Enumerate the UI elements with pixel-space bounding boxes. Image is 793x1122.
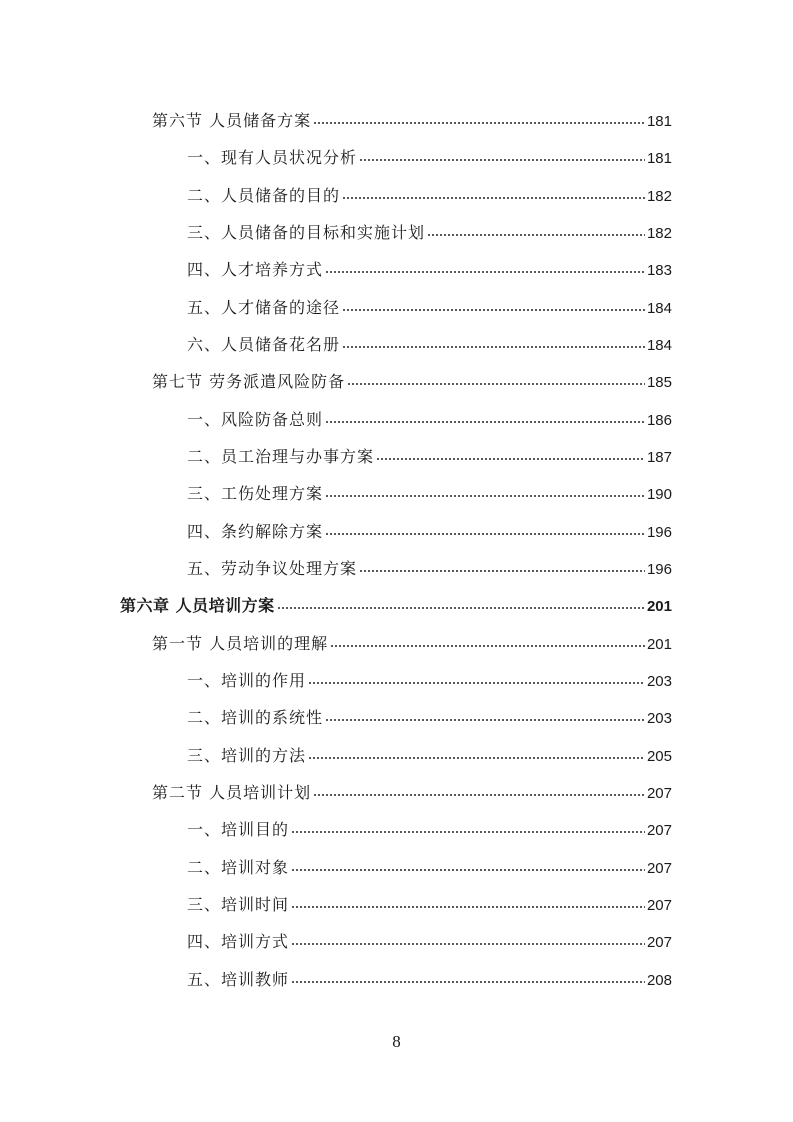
toc-entry-page: 182 [646,225,672,242]
dot-leader [342,332,645,350]
toc-entry-title: 一、培训的作用 [187,671,307,690]
toc-entry-page: 184 [646,337,672,354]
toc-subsection-entry[interactable] [187,817,672,841]
toc-entry-page: 186 [646,412,672,429]
dot-leader [291,892,645,910]
dot-leader [291,967,645,985]
toc-entry-page: 190 [646,486,672,503]
toc-entry-title: 第七节 劳务派遣风险防备 [152,372,346,391]
toc-entry-title: 第六节 人员储备方案 [152,111,312,130]
toc-entry-page: 182 [646,188,672,205]
dot-leader [313,108,645,126]
toc-entry-title: 二、培训对象 [187,858,290,877]
toc-entry-title: 四、人才培养方式 [187,260,324,279]
toc-entry-title: 五、劳动争议处理方案 [187,559,358,578]
toc-entry-title: 三、人员储备的目标和实施计划 [187,223,426,242]
toc-subsection-entry[interactable] [187,257,672,281]
toc-entry-page: 183 [646,262,672,279]
toc-subsection-entry[interactable] [187,705,672,729]
dot-leader [342,183,645,201]
dot-leader [359,145,645,163]
toc-entry-title: 六、人员储备花名册 [187,335,341,354]
dot-leader [376,444,645,462]
toc-subsection-entry[interactable] [187,556,672,580]
toc-entry-page: 181 [646,150,672,167]
toc-entry-page: 208 [646,972,672,989]
toc-entry-page: 201 [646,598,672,615]
toc-subsection-entry[interactable] [187,444,672,468]
toc-entry-page: 205 [646,748,672,765]
toc-entry-page: 187 [646,449,672,466]
dot-leader [325,705,645,723]
toc-entry-title: 二、人员储备的目的 [187,186,341,205]
toc-entry-title: 第六章 人员培训方案 [120,596,275,615]
toc-entry-page: 181 [646,113,672,130]
toc-entry-title: 一、现有人员状况分析 [187,148,358,167]
dot-leader [342,295,645,313]
toc-subsection-entry[interactable] [187,145,672,169]
dot-leader [308,668,645,686]
toc-subsection-entry[interactable] [187,332,672,356]
toc-entry-title: 五、培训教师 [187,970,290,989]
toc-section-entry[interactable] [152,369,672,393]
toc-subsection-entry[interactable] [187,519,672,543]
toc-entry-title: 第二节 人员培训计划 [152,783,312,802]
page-number: 8 [392,1032,401,1051]
toc-entry-title: 三、培训时间 [187,895,290,914]
toc-subsection-entry[interactable] [187,929,672,953]
dot-leader [325,257,645,275]
dot-leader [359,556,645,574]
toc-entry-page: 207 [646,860,672,877]
dot-leader [330,631,645,649]
toc-entry-page: 201 [646,636,672,653]
toc-entry-title: 一、培训目的 [187,820,290,839]
toc-subsection-entry[interactable] [187,855,672,879]
dot-leader [427,220,645,238]
toc-entry-page: 207 [646,934,672,951]
toc-entry-page: 184 [646,300,672,317]
toc-entry-page: 203 [646,673,672,690]
toc-entry-page: 185 [646,374,672,391]
dot-leader [277,593,645,611]
toc-entry-title: 二、员工治理与办事方案 [187,447,375,466]
dot-leader [347,369,645,387]
toc-entry-page: 196 [646,561,672,578]
toc-subsection-entry[interactable] [187,892,672,916]
dot-leader [325,407,645,425]
toc-entry-title: 一、风险防备总则 [187,410,324,429]
dot-leader [308,743,645,761]
toc-entry-page: 207 [646,785,672,802]
toc-entry-title: 三、工伤处理方案 [187,484,324,503]
toc-subsection-entry[interactable] [187,668,672,692]
toc-chapter-entry[interactable] [120,593,672,617]
dot-leader [291,929,645,947]
toc-subsection-entry[interactable] [187,481,672,505]
toc-section-entry[interactable] [152,780,672,804]
toc-subsection-entry[interactable] [187,220,672,244]
toc-entry-page: 207 [646,822,672,839]
toc-entry-page: 207 [646,897,672,914]
toc-entry-title: 四、培训方式 [187,932,290,951]
toc-subsection-entry[interactable] [187,295,672,319]
toc-section-entry[interactable] [152,631,672,655]
dot-leader [325,481,645,499]
toc-entry-title: 二、培训的系统性 [187,708,324,727]
toc-subsection-entry[interactable] [187,743,672,767]
dot-leader [313,780,645,798]
toc-entry-title: 四、条约解除方案 [187,522,324,541]
toc-subsection-entry[interactable] [187,967,672,991]
toc-entry-title: 第一节 人员培训的理解 [152,634,329,653]
toc-entry-page: 203 [646,710,672,727]
dot-leader [291,817,645,835]
toc-subsection-entry[interactable] [187,183,672,207]
toc-entry-title: 五、人才储备的途径 [187,298,341,317]
dot-leader [325,519,645,537]
toc-subsection-entry[interactable] [187,407,672,431]
toc-entry-title: 三、培训的方法 [187,746,307,765]
dot-leader [291,855,645,873]
toc-section-entry[interactable] [152,108,672,132]
toc-entry-page: 196 [646,524,672,541]
